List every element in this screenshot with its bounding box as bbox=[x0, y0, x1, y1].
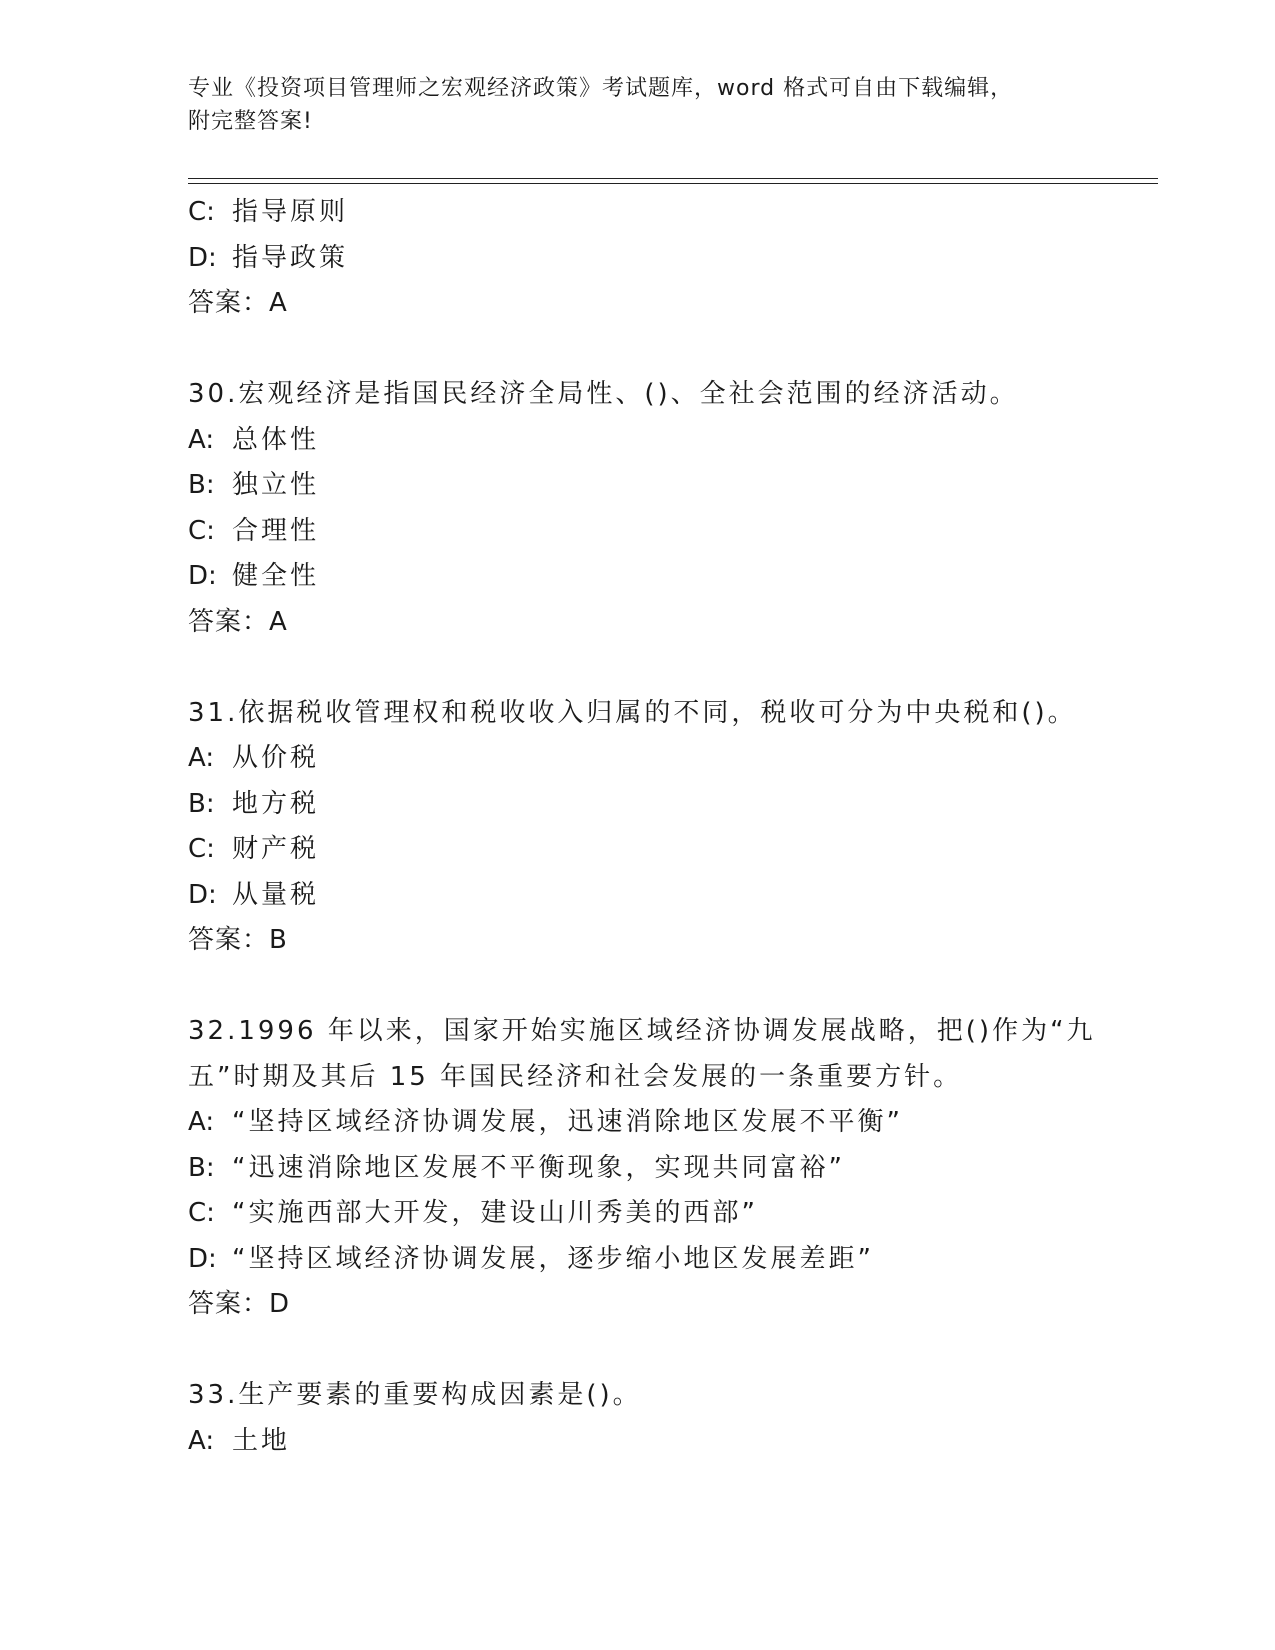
question-stem: 30.宏观经济是指国民经济全局性、()、全社会范围的经济活动。 bbox=[188, 379, 1019, 409]
option-b: B: 地方税 bbox=[188, 788, 320, 819]
question-stem-line-1: 32.1996 年以来，国家开始实施区域经济协调发展战略，把()作为“九 bbox=[188, 1016, 1096, 1046]
option-c: C: 指导原则 bbox=[188, 197, 349, 227]
answer: 答案：A bbox=[188, 606, 288, 637]
header-line-1: 专业《投资项目管理师之宏观经济政策》考试题库，word 格式可自由下载编辑， bbox=[188, 76, 1014, 101]
option-a: A: 从价税 bbox=[188, 743, 320, 773]
option-d: D: “坚持区域经济协调发展，逐步缩小地区发展差距” bbox=[188, 1243, 874, 1274]
question-33 bbox=[188, 1373, 1168, 1464]
option-a: A: 土地 bbox=[188, 1425, 291, 1456]
option-c: C: 合理性 bbox=[188, 515, 320, 546]
question-30 bbox=[188, 372, 1168, 645]
option-d: D: 从量税 bbox=[188, 879, 320, 910]
option-b: B: “迅速消除地区发展不平衡现象，实现共同富裕” bbox=[188, 1152, 845, 1183]
option-b: B: 独立性 bbox=[188, 470, 320, 500]
option-a: A: “坚持区域经济协调发展，迅速消除地区发展不平衡” bbox=[188, 1107, 903, 1137]
answer: 答案：B bbox=[188, 925, 288, 955]
question-list bbox=[188, 190, 1168, 1464]
document-header bbox=[188, 72, 1088, 138]
option-c: C: “实施西部大开发，建设山川秀美的西部” bbox=[188, 1198, 758, 1228]
option-d: D: 指导政策 bbox=[188, 242, 349, 273]
answer: 答案：A bbox=[188, 288, 288, 318]
question-stem: 31.依据税收管理权和税收收入归属的不同，税收可分为中央税和()。 bbox=[188, 697, 1077, 728]
answer: 答案：D bbox=[188, 1289, 291, 1319]
header-divider-top bbox=[188, 178, 1158, 179]
header-divider-bottom bbox=[188, 183, 1158, 184]
question-stem: 33.生产要素的重要构成因素是()。 bbox=[188, 1380, 642, 1410]
question-29-partial bbox=[188, 190, 1168, 327]
option-d: D: 健全性 bbox=[188, 561, 320, 591]
question-stem-line-2: 五”时期及其后 15 年国民经济和社会发展的一条重要方针。 bbox=[188, 1061, 963, 1092]
header-line-2: 附完整答案! bbox=[188, 109, 313, 134]
option-c: C: 财产税 bbox=[188, 834, 320, 864]
question-31 bbox=[188, 691, 1168, 964]
question-32 bbox=[188, 1009, 1168, 1328]
option-a: A: 总体性 bbox=[188, 424, 320, 455]
